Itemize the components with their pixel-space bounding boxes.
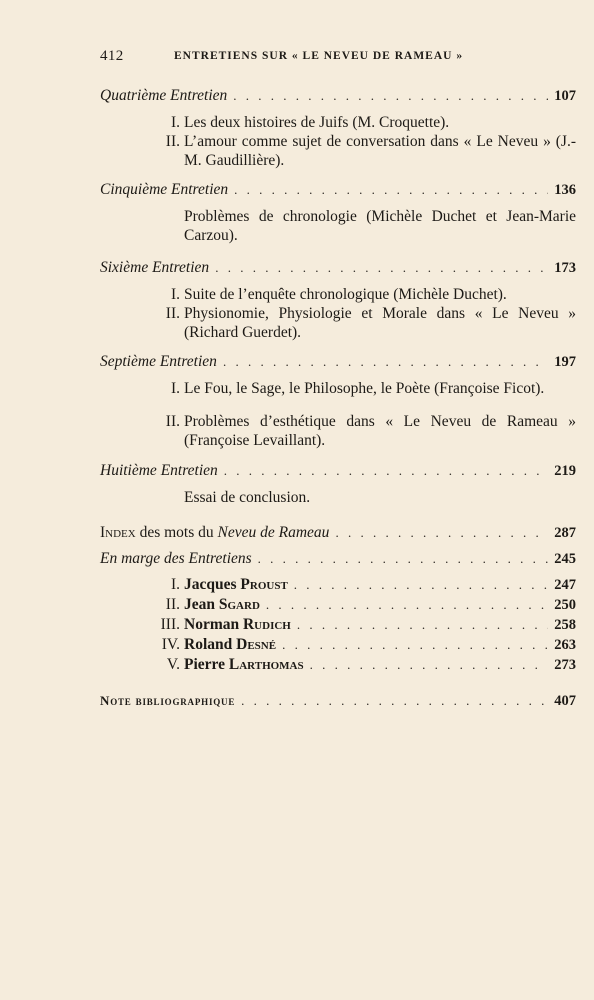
entry-page: 247 bbox=[554, 577, 576, 593]
toc-entry-4 bbox=[100, 87, 576, 107]
subitem-text: Le Fou, le Sage, le Philosophe, le Poète (Françoise Ficot). bbox=[184, 380, 545, 397]
roman-numeral: II. bbox=[165, 596, 180, 613]
leader-dots bbox=[234, 182, 548, 198]
entry-page: 263 bbox=[554, 637, 576, 653]
author-first: Jean bbox=[184, 596, 215, 613]
author-first: Roland bbox=[184, 636, 233, 653]
toc-subitem bbox=[165, 132, 576, 170]
toc-entry-5 bbox=[100, 181, 576, 201]
roman-numeral: I. bbox=[170, 380, 180, 397]
leader-dots bbox=[266, 597, 548, 613]
leader-dots bbox=[310, 657, 549, 673]
toc-index bbox=[100, 524, 576, 544]
author-last: Rudich bbox=[242, 616, 291, 633]
roman-numeral: IV. bbox=[161, 636, 180, 653]
subitem-text: Essai de conclusion. bbox=[184, 489, 311, 506]
roman-numeral: II. bbox=[165, 413, 180, 430]
leader-dots bbox=[297, 617, 548, 633]
entry-page: 250 bbox=[554, 597, 576, 613]
toc-note bbox=[100, 693, 576, 713]
entry-page: 107 bbox=[554, 88, 576, 104]
roman-numeral: V. bbox=[166, 656, 180, 673]
page-number: 412 bbox=[100, 48, 124, 64]
toc-subitem bbox=[184, 488, 576, 507]
index-label bbox=[100, 524, 329, 542]
entry-page: 173 bbox=[554, 260, 576, 276]
author-last: Desné bbox=[236, 636, 277, 653]
author-first: Norman bbox=[184, 616, 240, 633]
author-first: Jacques bbox=[184, 576, 237, 593]
author-last: Larthomas bbox=[228, 656, 304, 673]
leader-dots bbox=[224, 463, 548, 479]
author-entry bbox=[166, 656, 576, 676]
author-entry bbox=[160, 616, 576, 636]
roman-numeral: I. bbox=[170, 286, 180, 303]
leader-dots bbox=[282, 637, 548, 653]
toc-entry-6 bbox=[100, 259, 576, 279]
entry-page: 287 bbox=[554, 525, 576, 541]
entry-page: 219 bbox=[554, 463, 576, 479]
leader-dots bbox=[233, 88, 548, 104]
leader-dots bbox=[241, 693, 548, 709]
leader-dots bbox=[258, 551, 549, 567]
toc-entry-8 bbox=[100, 462, 576, 482]
subitem-text: Physionomie, Physiologie et Morale dans « Le Neveu » (Richard Guerdet). bbox=[184, 305, 576, 341]
toc-subitem bbox=[165, 304, 576, 342]
leader-dots bbox=[223, 354, 548, 370]
roman-numeral: II. bbox=[165, 133, 180, 150]
entry-title: En marge des Entretiens bbox=[100, 550, 252, 567]
author-entry bbox=[161, 636, 576, 656]
toc-subitem bbox=[170, 379, 576, 398]
index-italic: Neveu de Rameau bbox=[217, 524, 330, 541]
note-label: Note bibliographique bbox=[100, 693, 236, 708]
entry-page: 136 bbox=[554, 182, 576, 198]
roman-numeral: I. bbox=[170, 576, 180, 593]
entry-title: Cinquième Entretien bbox=[100, 181, 229, 198]
toc-subitem bbox=[170, 113, 576, 132]
roman-numeral: III. bbox=[160, 616, 180, 633]
toc-subitem bbox=[165, 412, 576, 450]
roman-numeral: II. bbox=[165, 305, 180, 322]
entry-title: Huitième Entretien bbox=[100, 462, 218, 479]
author-entry bbox=[170, 576, 576, 596]
entry-page: 245 bbox=[554, 551, 576, 567]
toc-entry-7 bbox=[100, 353, 576, 373]
subitem-text: Les deux histoires de Juifs (M. Croquette). bbox=[184, 114, 450, 131]
leader-dots bbox=[215, 260, 548, 276]
index-middle: des mots du bbox=[135, 524, 218, 541]
entry-page: 273 bbox=[554, 657, 576, 673]
entry-page: 407 bbox=[554, 693, 576, 709]
author-first: Pierre bbox=[184, 656, 226, 673]
leader-dots bbox=[335, 525, 548, 541]
roman-numeral: I. bbox=[170, 114, 180, 131]
subitem-text: Suite de l’enquête chronologique (Michèle Duchet). bbox=[184, 286, 507, 303]
subitem-text: Problèmes de chronologie (Michèle Duchet et Jean-Marie Carzou). bbox=[184, 208, 576, 244]
toc-subitem bbox=[184, 207, 576, 245]
entry-page: 258 bbox=[554, 617, 576, 633]
entry-title: Quatrième Entretien bbox=[100, 87, 228, 104]
toc-subitem bbox=[170, 285, 576, 304]
toc-marge bbox=[100, 550, 576, 570]
index-prefix: Index bbox=[100, 524, 136, 541]
leader-dots bbox=[294, 577, 548, 593]
subitem-text: Problèmes d’esthétique dans « Le Neveu de Rameau » (Françoise Levaillant). bbox=[184, 413, 576, 449]
entry-title: Septième Entretien bbox=[100, 353, 217, 370]
author-entry bbox=[165, 596, 576, 616]
entry-title: Sixième Entretien bbox=[100, 259, 210, 276]
running-title: ENTRETIENS SUR « LE NEVEU DE RAMEAU » bbox=[174, 50, 464, 62]
subitem-text: L’amour comme sujet de conversation dans « Le Neveu » (J.-M. Gaudillière). bbox=[184, 133, 576, 169]
entry-page: 197 bbox=[554, 354, 576, 370]
author-last: Proust bbox=[240, 576, 288, 593]
author-last: Sgard bbox=[218, 596, 260, 613]
